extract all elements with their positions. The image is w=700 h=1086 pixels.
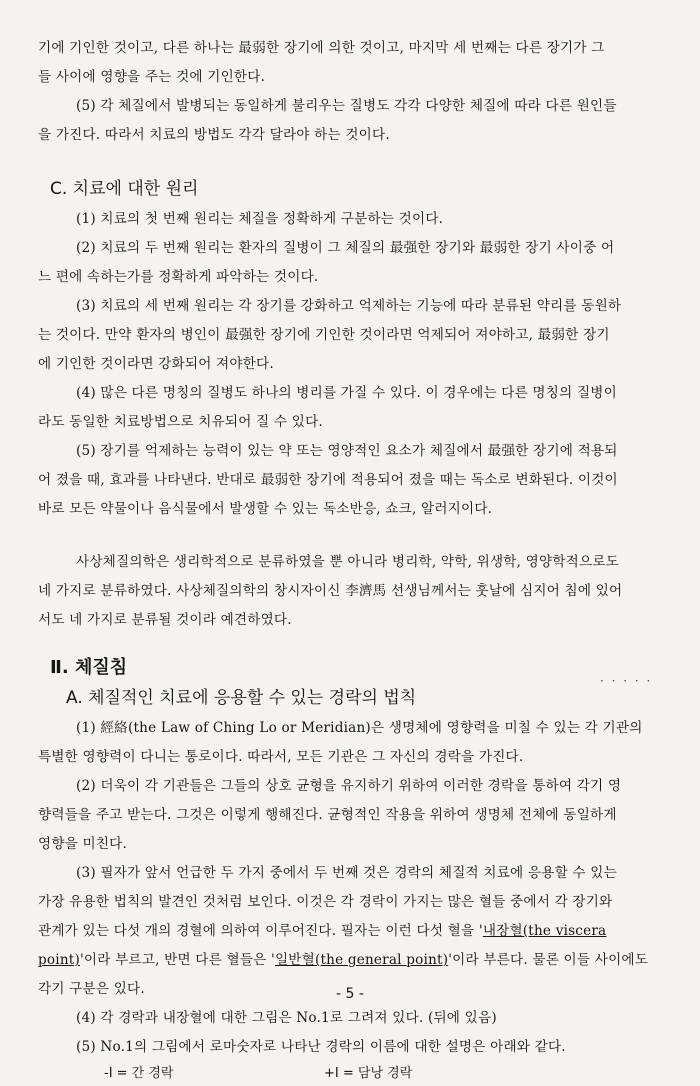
meridian-legend bbox=[104, 1062, 666, 1086]
s2-p3-line-4 bbox=[38, 946, 666, 975]
s2-p1-line-1: (1) 經絡(the Law of Ching Lo or Meridian)은 생명체에 영향력을 미칠 수 있는 각 기관의 bbox=[76, 720, 643, 736]
c-item-4-line-2: 라도 동일한 치료방법으로 치유되어 질 수 있다. bbox=[38, 414, 323, 430]
s2-p1-line-2: 특별한 영향력이 다니는 통로이다. 따라서, 모든 기관은 그 자신의 경락을 가진다. bbox=[38, 749, 524, 765]
viscera-point-term-cont: point) bbox=[38, 952, 80, 968]
para5-line-1: (5) 각 체질에서 발병되는 동일하게 불리우는 질병도 각각 다양한 체질에 따라 다른 원인들 bbox=[76, 98, 617, 114]
page-content bbox=[38, 34, 666, 1086]
section-c-title: C. 치료에 대한 원리 bbox=[50, 179, 199, 199]
c-item-1-line-1: (1) 치료의 첫 번째 원리는 체질을 정확하게 구분하는 것이다. bbox=[76, 211, 444, 227]
margin-dots: · · · · · bbox=[600, 674, 653, 688]
c-item-3-line-3: 에 기인한 것이라면 강화되어 져야한다. bbox=[38, 356, 274, 372]
s2-p3-line-1: (3) 필자가 앞서 언급한 두 가지 중에서 두 번째 것은 경락의 체질적 치료에 응용할 수 있는 bbox=[76, 865, 617, 881]
page-number: - 5 - bbox=[336, 986, 364, 1002]
c-item-2-line-1: (2) 치료의 두 번째 원리는 환자의 질병이 그 체질의 最强한 장기와 最弱한 장기 사이중 어 bbox=[76, 240, 615, 256]
general-point-term: 일반혈(the general point) bbox=[274, 952, 449, 968]
intro-line-2: 들 사이에 영향을 주는 것에 기인한다. bbox=[38, 69, 266, 85]
s2-p3-line-3 bbox=[38, 917, 666, 946]
c-item-5-line-1: (5) 장기를 억제하는 능력이 있는 약 또는 영양적인 요소가 체질에서 最强한 장기에 적용되 bbox=[76, 443, 618, 459]
section-2-title: Ⅱ. 체질침 bbox=[50, 657, 128, 678]
s2-p4: (4) 각 경락과 내장혈에 대한 그림은 No.1로 그려져 있다. (뒤에 있음) bbox=[76, 1010, 497, 1026]
legend-liver-meridian: -Ⅰ = 간 경락 bbox=[104, 1066, 174, 1081]
section-2a-title: A. 체질적인 치료에 응용할 수 있는 경락의 법칙 bbox=[66, 688, 417, 708]
legend-gallbladder-meridian: +Ⅰ = 담낭 경락 bbox=[324, 1066, 413, 1081]
s2-p3-line-2: 가장 유용한 법칙의 발견인 것처럼 보인다. 이것은 각 경락이 가지는 많은 혈들 중에서 각 장기와 bbox=[38, 894, 613, 910]
viscera-point-term: 내장혈(the viscera bbox=[482, 923, 607, 939]
s2-p3-line-3-text: 관계가 있는 다섯 개의 경혈에 의하여 이루어진다. 필자는 이런 다섯 혈을 ' bbox=[38, 923, 483, 939]
summary-line-2: 네 가지로 분류하였다. 사상체질의학의 창시자이신 李濟馬 선생님께서는 훗날에 심지어 침에 있어 bbox=[38, 583, 623, 599]
s2-p2-line-2: 향력들을 주고 받는다. 그것은 이렇게 행해진다. 균형적인 작용을 위하여 생명체 전체에 동일하게 bbox=[38, 807, 617, 823]
para5-line-2: 을 가진다. 따라서 치료의 방법도 각각 달라야 하는 것이다. bbox=[38, 127, 390, 143]
summary-line-3: 서도 네 가지로 분류될 것이라 예견하였다. bbox=[38, 612, 292, 628]
c-item-5-line-2: 어 졌을 때, 효과를 나타낸다. 반대로 最弱한 장기에 적용되어 졌을 때는 독소로 변화된다. 이것이 bbox=[38, 472, 618, 488]
s2-p3-line-5: 각기 구분은 있다. bbox=[38, 981, 145, 997]
summary-line-1: 사상체질의학은 생리학적으로 분류하였을 뿐 아니라 병리학, 약학, 위생학, 영양학적으로도 bbox=[76, 554, 619, 570]
s2-p3-line-4-tail: '이라 부른다. 물론 이들 사이에도 bbox=[448, 952, 649, 968]
c-item-5-line-3: 바로 모든 약물이나 음식물에서 발생할 수 있는 독소반응, 쇼크, 알러지이다. bbox=[38, 501, 493, 517]
intro-line-1: 기에 기인한 것이고, 다른 하나는 最弱한 장기에 의한 것이고, 마지막 세 번째는 다른 장기가 그 bbox=[38, 40, 605, 56]
c-item-3-line-1: (3) 치료의 세 번째 원리는 각 장기를 강화하고 억제하는 기능에 따라 분류된 약리를 동원하 bbox=[76, 298, 622, 314]
c-item-4-line-1: (4) 많은 다른 명칭의 질병도 하나의 병리를 가질 수 있다. 이 경우에는 다른 명칭의 질병이 bbox=[76, 385, 617, 401]
s2-p5: (5) No.1의 그림에서 로마숫자로 나타난 경락의 이름에 대한 설명은 아래와 같다. bbox=[76, 1039, 566, 1055]
c-item-2-line-2: 느 편에 속하는가를 정확하게 파악하는 것이다. bbox=[38, 269, 319, 285]
s2-p3-line-4-text: '이라 부르고, 반면 다른 혈들은 ' bbox=[79, 952, 275, 968]
s2-p2-line-3: 영향을 미친다. bbox=[38, 836, 128, 852]
c-item-3-line-2: 는 것이다. 만약 환자의 병인이 最强한 장기에 기인한 것이라면 억제되어 져야하고, 最弱한 장기 bbox=[38, 327, 610, 343]
s2-p2-line-1: (2) 더욱이 각 기관들은 그들의 상호 균형을 유지하기 위하여 이러한 경락을 통하여 각기 영 bbox=[76, 778, 622, 794]
